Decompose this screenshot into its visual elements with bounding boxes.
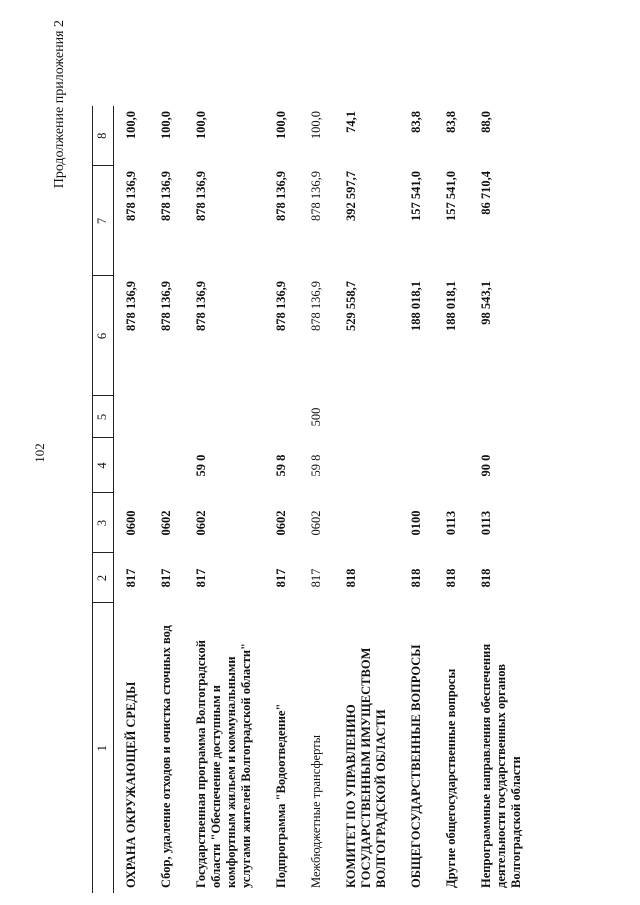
- header-row: [93, 106, 114, 893]
- row-value-cell: [399, 396, 434, 438]
- table-row: [434, 106, 469, 893]
- row-value-cell: 392 597,7: [344, 171, 358, 221]
- row-value-cell: [334, 493, 399, 553]
- row-value-cell: 818: [344, 568, 358, 588]
- row-value-cell: [334, 438, 399, 493]
- table-row: [399, 106, 434, 893]
- row-name-cell: КОМИТЕТ ПО УПРАВЛЕНИЮ ГОСУДАРСТВЕННЫМ ИМУЩЕСТВОМ ВОЛГОГРАДСКОЙ ОБЛАСТИ: [344, 647, 388, 888]
- row-value-cell: 100,0: [159, 111, 173, 140]
- row-value-cell: 0602: [159, 510, 173, 536]
- table-row: [299, 106, 334, 893]
- row-value-cell: [434, 438, 469, 493]
- row-value-cell: 878 136,9: [309, 281, 323, 331]
- row-value-cell: 59 8: [309, 454, 323, 477]
- row-value-cell: 878 136,9: [274, 281, 288, 331]
- table-row: [184, 106, 264, 893]
- row-value-cell: 86 710,4: [479, 171, 493, 215]
- column-header: 5: [93, 396, 114, 438]
- row-value-cell: 0602: [194, 510, 208, 536]
- row-value-cell: 878 136,9: [194, 281, 208, 331]
- row-value-cell: 90 0: [479, 454, 493, 477]
- row-value-cell: 878 136,9: [309, 171, 323, 221]
- row-value-cell: 83,8: [444, 111, 458, 133]
- row-value-cell: 878 136,9: [159, 281, 173, 331]
- row-name-cell: Непрограммные направления обеспечения деятельности государственных органов Волгоградской области: [479, 643, 523, 888]
- row-value-cell: 500: [309, 407, 323, 427]
- column-header: 4: [93, 438, 114, 493]
- row-value-cell: 188 018,1: [409, 281, 423, 331]
- table-row: [334, 106, 399, 893]
- row-value-cell: 100,0: [309, 111, 323, 140]
- row-name-cell: Подпрограмма "Водоотведение": [274, 703, 288, 888]
- row-value-cell: 0113: [444, 510, 458, 536]
- budget-table: [92, 106, 534, 893]
- column-header: 3: [93, 493, 114, 553]
- row-value-cell: 100,0: [194, 111, 208, 140]
- row-value-cell: 83,8: [409, 111, 423, 133]
- row-value-cell: [149, 396, 184, 438]
- row-value-cell: 59 0: [194, 454, 208, 477]
- row-name-cell: ОХРАНА ОКРУЖАЮЩЕЙ СРЕДЫ: [124, 681, 138, 888]
- row-value-cell: 817: [194, 568, 208, 588]
- column-header: 7: [93, 166, 114, 276]
- row-name-cell: Другие общегосударственные вопросы: [444, 668, 458, 888]
- row-value-cell: [114, 396, 150, 438]
- page-number: 102: [32, 443, 47, 463]
- row-value-cell: 0600: [124, 510, 138, 536]
- row-value-cell: 59 8: [274, 454, 288, 477]
- table-row: [149, 106, 184, 893]
- row-value-cell: 0602: [274, 510, 288, 536]
- row-value-cell: 188 018,1: [444, 281, 458, 331]
- row-value-cell: [184, 396, 264, 438]
- row-name-cell: Сбор, удаление отходов и очистка сточных вод: [159, 625, 173, 888]
- column-header: 8: [93, 106, 114, 166]
- row-value-cell: [434, 396, 469, 438]
- appendix-caption: Продолжение приложения 2: [52, 20, 67, 189]
- row-name-cell: Межбюджетные трансферты: [309, 734, 323, 888]
- row-value-cell: 818: [409, 568, 423, 588]
- row-value-cell: 74,1: [344, 111, 358, 133]
- row-value-cell: 0113: [479, 510, 493, 536]
- row-value-cell: [469, 396, 534, 438]
- row-value-cell: [264, 396, 299, 438]
- row-value-cell: 0602: [309, 510, 323, 536]
- column-header: 2: [93, 553, 114, 603]
- table-row: [469, 106, 534, 893]
- column-header: 6: [93, 276, 114, 396]
- row-value-cell: 817: [159, 568, 173, 588]
- row-value-cell: [114, 438, 150, 493]
- row-value-cell: [399, 438, 434, 493]
- row-value-cell: [149, 438, 184, 493]
- row-value-cell: 157 541,0: [409, 171, 423, 221]
- row-value-cell: 817: [124, 568, 138, 588]
- row-name-cell: Государственная программа Волгоградской области "Обеспечение доступным и комфортным жильем и коммунальными услугами жителей Волгоградской области": [194, 640, 253, 888]
- row-value-cell: 878 136,9: [274, 171, 288, 221]
- row-value-cell: 878 136,9: [124, 171, 138, 221]
- row-value-cell: 818: [444, 568, 458, 588]
- row-value-cell: 100,0: [274, 111, 288, 140]
- table-row: [114, 106, 150, 893]
- row-value-cell: 817: [309, 568, 323, 588]
- row-value-cell: 878 136,9: [124, 281, 138, 331]
- row-value-cell: 878 136,9: [194, 171, 208, 221]
- row-value-cell: 529 558,7: [344, 281, 358, 331]
- row-value-cell: 0100: [409, 510, 423, 536]
- row-value-cell: 88,0: [479, 111, 493, 133]
- table-row: [264, 106, 299, 893]
- row-value-cell: [334, 396, 399, 438]
- row-value-cell: 157 541,0: [444, 171, 458, 221]
- row-value-cell: 878 136,9: [159, 171, 173, 221]
- row-value-cell: 817: [274, 568, 288, 588]
- row-value-cell: 100,0: [124, 111, 138, 140]
- column-header: 1: [93, 603, 114, 893]
- row-value-cell: 818: [479, 568, 493, 588]
- row-value-cell: 98 543,1: [479, 281, 493, 325]
- row-name-cell: ОБЩЕГОСУДАРСТВЕННЫЕ ВОПРОСЫ: [409, 644, 423, 888]
